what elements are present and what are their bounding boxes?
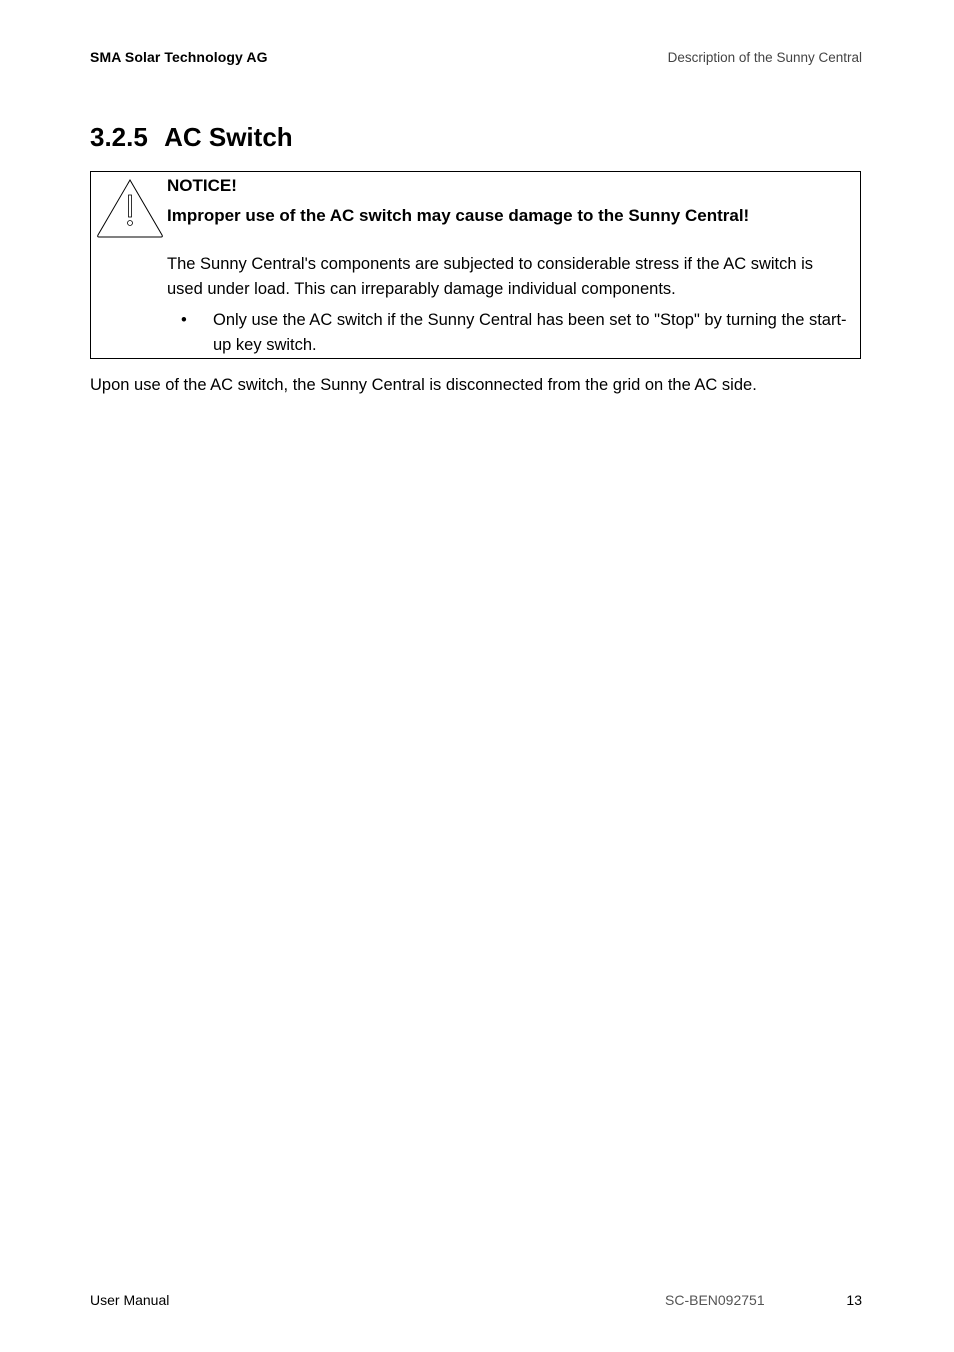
- warning-triangle-icon: [96, 177, 164, 239]
- notice-label: NOTICE!: [167, 176, 237, 195]
- header-company: SMA Solar Technology AG: [90, 49, 268, 65]
- header-chapter: Description of the Sunny Central: [667, 50, 862, 65]
- footer-page-number: 13: [846, 1292, 862, 1308]
- notice-box: [90, 171, 861, 359]
- section-number: 3.2.5: [90, 122, 148, 152]
- footer-manual: User Manual: [90, 1292, 170, 1308]
- notice-body: The Sunny Central's components are subjected to considerable stress if the AC switch is used under load. This can irreparably damage individual components.: [167, 255, 814, 298]
- notice-heading: Improper use of the AC switch may cause damage to the Sunny Central!: [167, 206, 750, 225]
- footer-doc-code: SC-BEN092751: [665, 1292, 765, 1308]
- section-title-text: AC Switch: [164, 122, 293, 152]
- section-title: [90, 122, 293, 153]
- notice-bullet-item: [181, 308, 853, 358]
- bullet-symbol: •: [181, 311, 187, 329]
- notice-bullet-text: Only use the AC switch if the Sunny Central has been set to "Stop" by turning the start-up key switch.: [213, 311, 847, 354]
- body-paragraph: Upon use of the AC switch, the Sunny Central is disconnected from the grid on the AC side.: [90, 376, 757, 394]
